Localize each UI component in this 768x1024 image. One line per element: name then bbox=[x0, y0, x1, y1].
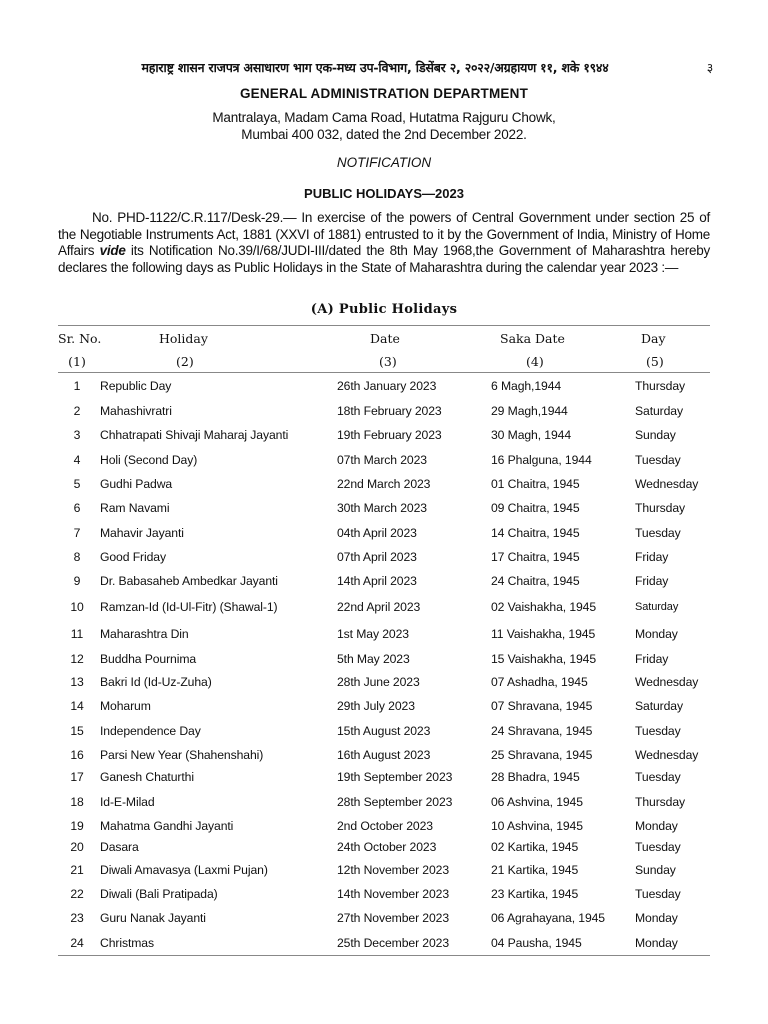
cell-date: 27th November 2023 bbox=[337, 911, 450, 925]
cell-sr-no: 10 bbox=[70, 600, 84, 614]
cell-holiday: Parsi New Year (Shahenshahi) bbox=[100, 748, 264, 762]
cell-saka-date: 16 Phalguna, 1944 bbox=[491, 453, 592, 467]
cell-day: Wednesday bbox=[635, 477, 699, 491]
notification-paragraph bbox=[58, 210, 710, 276]
cell-day: Thursday bbox=[635, 795, 686, 809]
address-line: Mumbai 400 032, dated the 2nd December 2022. bbox=[241, 127, 527, 142]
cell-day: Tuesday bbox=[635, 526, 681, 540]
cell-saka-date: 06 Ashvina, 1945 bbox=[491, 795, 583, 809]
column-header-sr-no: Sr. No. bbox=[58, 331, 102, 346]
cell-day: Tuesday bbox=[635, 770, 681, 784]
cell-saka-date: 10 Ashvina, 1945 bbox=[491, 819, 583, 833]
cell-date: 26th January 2023 bbox=[337, 379, 437, 393]
cell-sr-no: 18 bbox=[70, 795, 84, 809]
cell-holiday: Guru Nanak Jayanti bbox=[100, 911, 206, 925]
cell-saka-date: 06 Agrahayana, 1945 bbox=[491, 911, 605, 925]
cell-saka-date: 6 Magh,1944 bbox=[491, 379, 562, 393]
header-bottom-rule bbox=[58, 372, 710, 373]
cell-date: 12th November 2023 bbox=[337, 863, 450, 877]
column-number: (4) bbox=[526, 354, 544, 369]
cell-sr-no: 8 bbox=[73, 550, 81, 564]
cell-sr-no: 12 bbox=[70, 652, 84, 666]
cell-sr-no: 15 bbox=[70, 724, 84, 738]
cell-sr-no: 4 bbox=[73, 453, 81, 467]
cell-day: Monday bbox=[635, 911, 678, 925]
cell-holiday: Dr. Babasaheb Ambedkar Jayanti bbox=[100, 574, 278, 588]
column-number: (2) bbox=[176, 354, 194, 369]
cell-holiday: Good Friday bbox=[100, 550, 166, 564]
cell-date: 28th September 2023 bbox=[337, 795, 453, 809]
cell-date: 1st May 2023 bbox=[337, 627, 409, 641]
cell-sr-no: 14 bbox=[70, 699, 84, 713]
cell-holiday: Holi (Second Day) bbox=[100, 453, 198, 467]
cell-sr-no: 22 bbox=[70, 887, 84, 901]
cell-holiday: Ramzan-Id (Id-Ul-Fitr) (Shawal-1) bbox=[100, 600, 278, 614]
cell-sr-no: 7 bbox=[73, 526, 81, 540]
cell-day: Saturday bbox=[635, 601, 679, 613]
column-header-day: Day bbox=[641, 331, 666, 346]
cell-holiday: Bakri Id (Id-Uz-Zuha) bbox=[100, 675, 212, 689]
cell-saka-date: 24 Chaitra, 1945 bbox=[491, 574, 580, 588]
cell-holiday: Ram Navami bbox=[100, 501, 170, 515]
running-header: महाराष्ट्र शासन राजपत्र असाधारण भाग एक-मध्य उप-विभाग, डिसेंबर २, २०२२/अग्रहायण ११, शके १९४४ bbox=[141, 60, 609, 75]
cell-day: Friday bbox=[635, 652, 669, 666]
cell-saka-date: 17 Chaitra, 1945 bbox=[491, 550, 580, 564]
cell-sr-no: 5 bbox=[73, 477, 81, 491]
cell-saka-date: 15 Vaishakha, 1945 bbox=[491, 652, 597, 666]
cell-saka-date: 29 Magh,1944 bbox=[491, 404, 568, 418]
cell-holiday: Moharum bbox=[100, 699, 151, 713]
paragraph-vide: vide bbox=[99, 243, 126, 258]
cell-date: 19th February 2023 bbox=[337, 428, 442, 442]
cell-sr-no: 1 bbox=[73, 379, 81, 393]
cell-holiday: Independence Day bbox=[100, 724, 201, 738]
paragraph-text: No. PHD-1122/C.R.117/Desk-29.— In exercise of the powers of Central Government under section 25 of the Negotiable Instruments Act, 1881 (XXVI of 1881) entrusted to it by the Government of India, Ministry of Home Affairs bbox=[58, 210, 710, 258]
cell-holiday: Mahashivratri bbox=[100, 404, 172, 418]
cell-holiday: Dasara bbox=[100, 840, 139, 854]
address-line: Mantralaya, Madam Cama Road, Hutatma Rajguru Chowk, bbox=[212, 110, 556, 125]
cell-day: Sunday bbox=[635, 428, 676, 442]
cell-date: 5th May 2023 bbox=[337, 652, 410, 666]
cell-date: 19th September 2023 bbox=[337, 770, 453, 784]
cell-saka-date: 02 Kartika, 1945 bbox=[491, 840, 579, 854]
public-holidays-title: PUBLIC HOLIDAYS—2023 bbox=[304, 186, 464, 201]
cell-sr-no: 11 bbox=[70, 627, 84, 641]
cell-holiday: Maharashtra Din bbox=[100, 627, 189, 641]
cell-saka-date: 11 Vaishakha, 1945 bbox=[491, 627, 596, 641]
cell-date: 30th March 2023 bbox=[337, 501, 427, 515]
cell-holiday: Christmas bbox=[100, 936, 154, 950]
cell-holiday: Republic Day bbox=[100, 379, 172, 393]
cell-date: 18th February 2023 bbox=[337, 404, 442, 418]
cell-saka-date: 02 Vaishakha, 1945 bbox=[491, 600, 597, 614]
cell-holiday: Diwali Amavasya (Laxmi Pujan) bbox=[100, 863, 268, 877]
cell-sr-no: 2 bbox=[73, 404, 81, 418]
cell-saka-date: 28 Bhadra, 1945 bbox=[491, 770, 580, 784]
cell-date: 25th December 2023 bbox=[337, 936, 450, 950]
cell-day: Tuesday bbox=[635, 724, 681, 738]
cell-saka-date: 25 Shravana, 1945 bbox=[491, 748, 593, 762]
address-block bbox=[0, 109, 768, 143]
cell-date: 07th April 2023 bbox=[337, 550, 417, 564]
notification-title: NOTIFICATION bbox=[336, 155, 432, 170]
cell-saka-date: 01 Chaitra, 1945 bbox=[491, 477, 580, 491]
cell-day: Tuesday bbox=[635, 453, 681, 467]
column-number: (5) bbox=[646, 354, 664, 369]
cell-holiday: Ganesh Chaturthi bbox=[100, 770, 194, 784]
table-top-rule bbox=[58, 325, 710, 326]
cell-day: Thursday bbox=[635, 501, 686, 515]
cell-sr-no: 17 bbox=[70, 770, 84, 784]
page-number: ३ bbox=[706, 60, 714, 75]
cell-day: Thursday bbox=[635, 379, 686, 393]
cell-sr-no: 6 bbox=[73, 501, 81, 515]
column-header-date: Date bbox=[370, 331, 400, 346]
cell-date: 22nd March 2023 bbox=[337, 477, 431, 491]
cell-day: Monday bbox=[635, 627, 678, 641]
cell-saka-date: 07 Shravana, 1945 bbox=[491, 699, 593, 713]
cell-saka-date: 23 Kartika, 1945 bbox=[491, 887, 579, 901]
cell-day: Tuesday bbox=[635, 887, 681, 901]
cell-holiday: Gudhi Padwa bbox=[100, 477, 173, 491]
cell-day: Saturday bbox=[635, 404, 683, 418]
cell-date: 16th August 2023 bbox=[337, 748, 431, 762]
paragraph-text: its Notification No.39/I/68/JUDI-III/dated the 8th May 1968,the Government of Maharashtra hereby declares the following days as Public Holidays in the State of Maharashtra during the calendar year 2023 :— bbox=[58, 243, 711, 275]
column-number: (3) bbox=[379, 354, 397, 369]
cell-saka-date: 07 Ashadha, 1945 bbox=[491, 675, 588, 689]
cell-sr-no: 23 bbox=[70, 911, 84, 925]
cell-date: 22nd April 2023 bbox=[337, 600, 421, 614]
cell-date: 15th August 2023 bbox=[337, 724, 431, 738]
cell-saka-date: 14 Chaitra, 1945 bbox=[491, 526, 580, 540]
cell-date: 04th April 2023 bbox=[337, 526, 417, 540]
cell-day: Friday bbox=[635, 574, 669, 588]
cell-date: 2nd October 2023 bbox=[337, 819, 433, 833]
cell-holiday: Chhatrapati Shivaji Maharaj Jayanti bbox=[100, 428, 289, 442]
section-title: (A) Public Holidays bbox=[310, 302, 458, 317]
cell-saka-date: 04 Pausha, 1945 bbox=[491, 936, 582, 950]
cell-saka-date: 09 Chaitra, 1945 bbox=[491, 501, 580, 515]
column-number: (1) bbox=[68, 354, 86, 369]
cell-day: Monday bbox=[635, 819, 678, 833]
cell-saka-date: 30 Magh, 1944 bbox=[491, 428, 572, 442]
cell-sr-no: 24 bbox=[70, 936, 84, 950]
column-header-saka-date: Saka Date bbox=[500, 331, 565, 346]
cell-day: Tuesday bbox=[635, 840, 681, 854]
cell-date: 24th October 2023 bbox=[337, 840, 437, 854]
column-header-holiday: Holiday bbox=[159, 331, 208, 346]
cell-date: 29th July 2023 bbox=[337, 699, 415, 713]
cell-date: 28th June 2023 bbox=[337, 675, 420, 689]
cell-holiday: Id-E-Milad bbox=[100, 795, 155, 809]
cell-holiday: Buddha Pournima bbox=[100, 652, 197, 666]
cell-sr-no: 21 bbox=[70, 863, 84, 877]
table-bottom-rule bbox=[58, 955, 710, 956]
cell-holiday: Mahavir Jayanti bbox=[100, 526, 184, 540]
cell-day: Wednesday bbox=[635, 675, 699, 689]
cell-date: 14th April 2023 bbox=[337, 574, 417, 588]
cell-day: Monday bbox=[635, 936, 678, 950]
cell-holiday: Mahatma Gandhi Jayanti bbox=[100, 819, 234, 833]
cell-saka-date: 21 Kartika, 1945 bbox=[491, 863, 579, 877]
cell-sr-no: 19 bbox=[70, 819, 84, 833]
cell-saka-date: 24 Shravana, 1945 bbox=[491, 724, 593, 738]
cell-sr-no: 9 bbox=[73, 574, 81, 588]
cell-date: 07th March 2023 bbox=[337, 453, 427, 467]
cell-sr-no: 16 bbox=[70, 748, 84, 762]
cell-day: Saturday bbox=[635, 699, 683, 713]
department-heading: GENERAL ADMINISTRATION DEPARTMENT bbox=[239, 86, 529, 101]
cell-sr-no: 20 bbox=[70, 840, 84, 854]
cell-day: Wednesday bbox=[635, 748, 699, 762]
cell-day: Sunday bbox=[635, 863, 676, 877]
cell-date: 14th November 2023 bbox=[337, 887, 450, 901]
cell-day: Friday bbox=[635, 550, 669, 564]
cell-sr-no: 3 bbox=[73, 428, 81, 442]
cell-sr-no: 13 bbox=[70, 675, 84, 689]
cell-holiday: Diwali (Bali Pratipada) bbox=[100, 887, 218, 901]
